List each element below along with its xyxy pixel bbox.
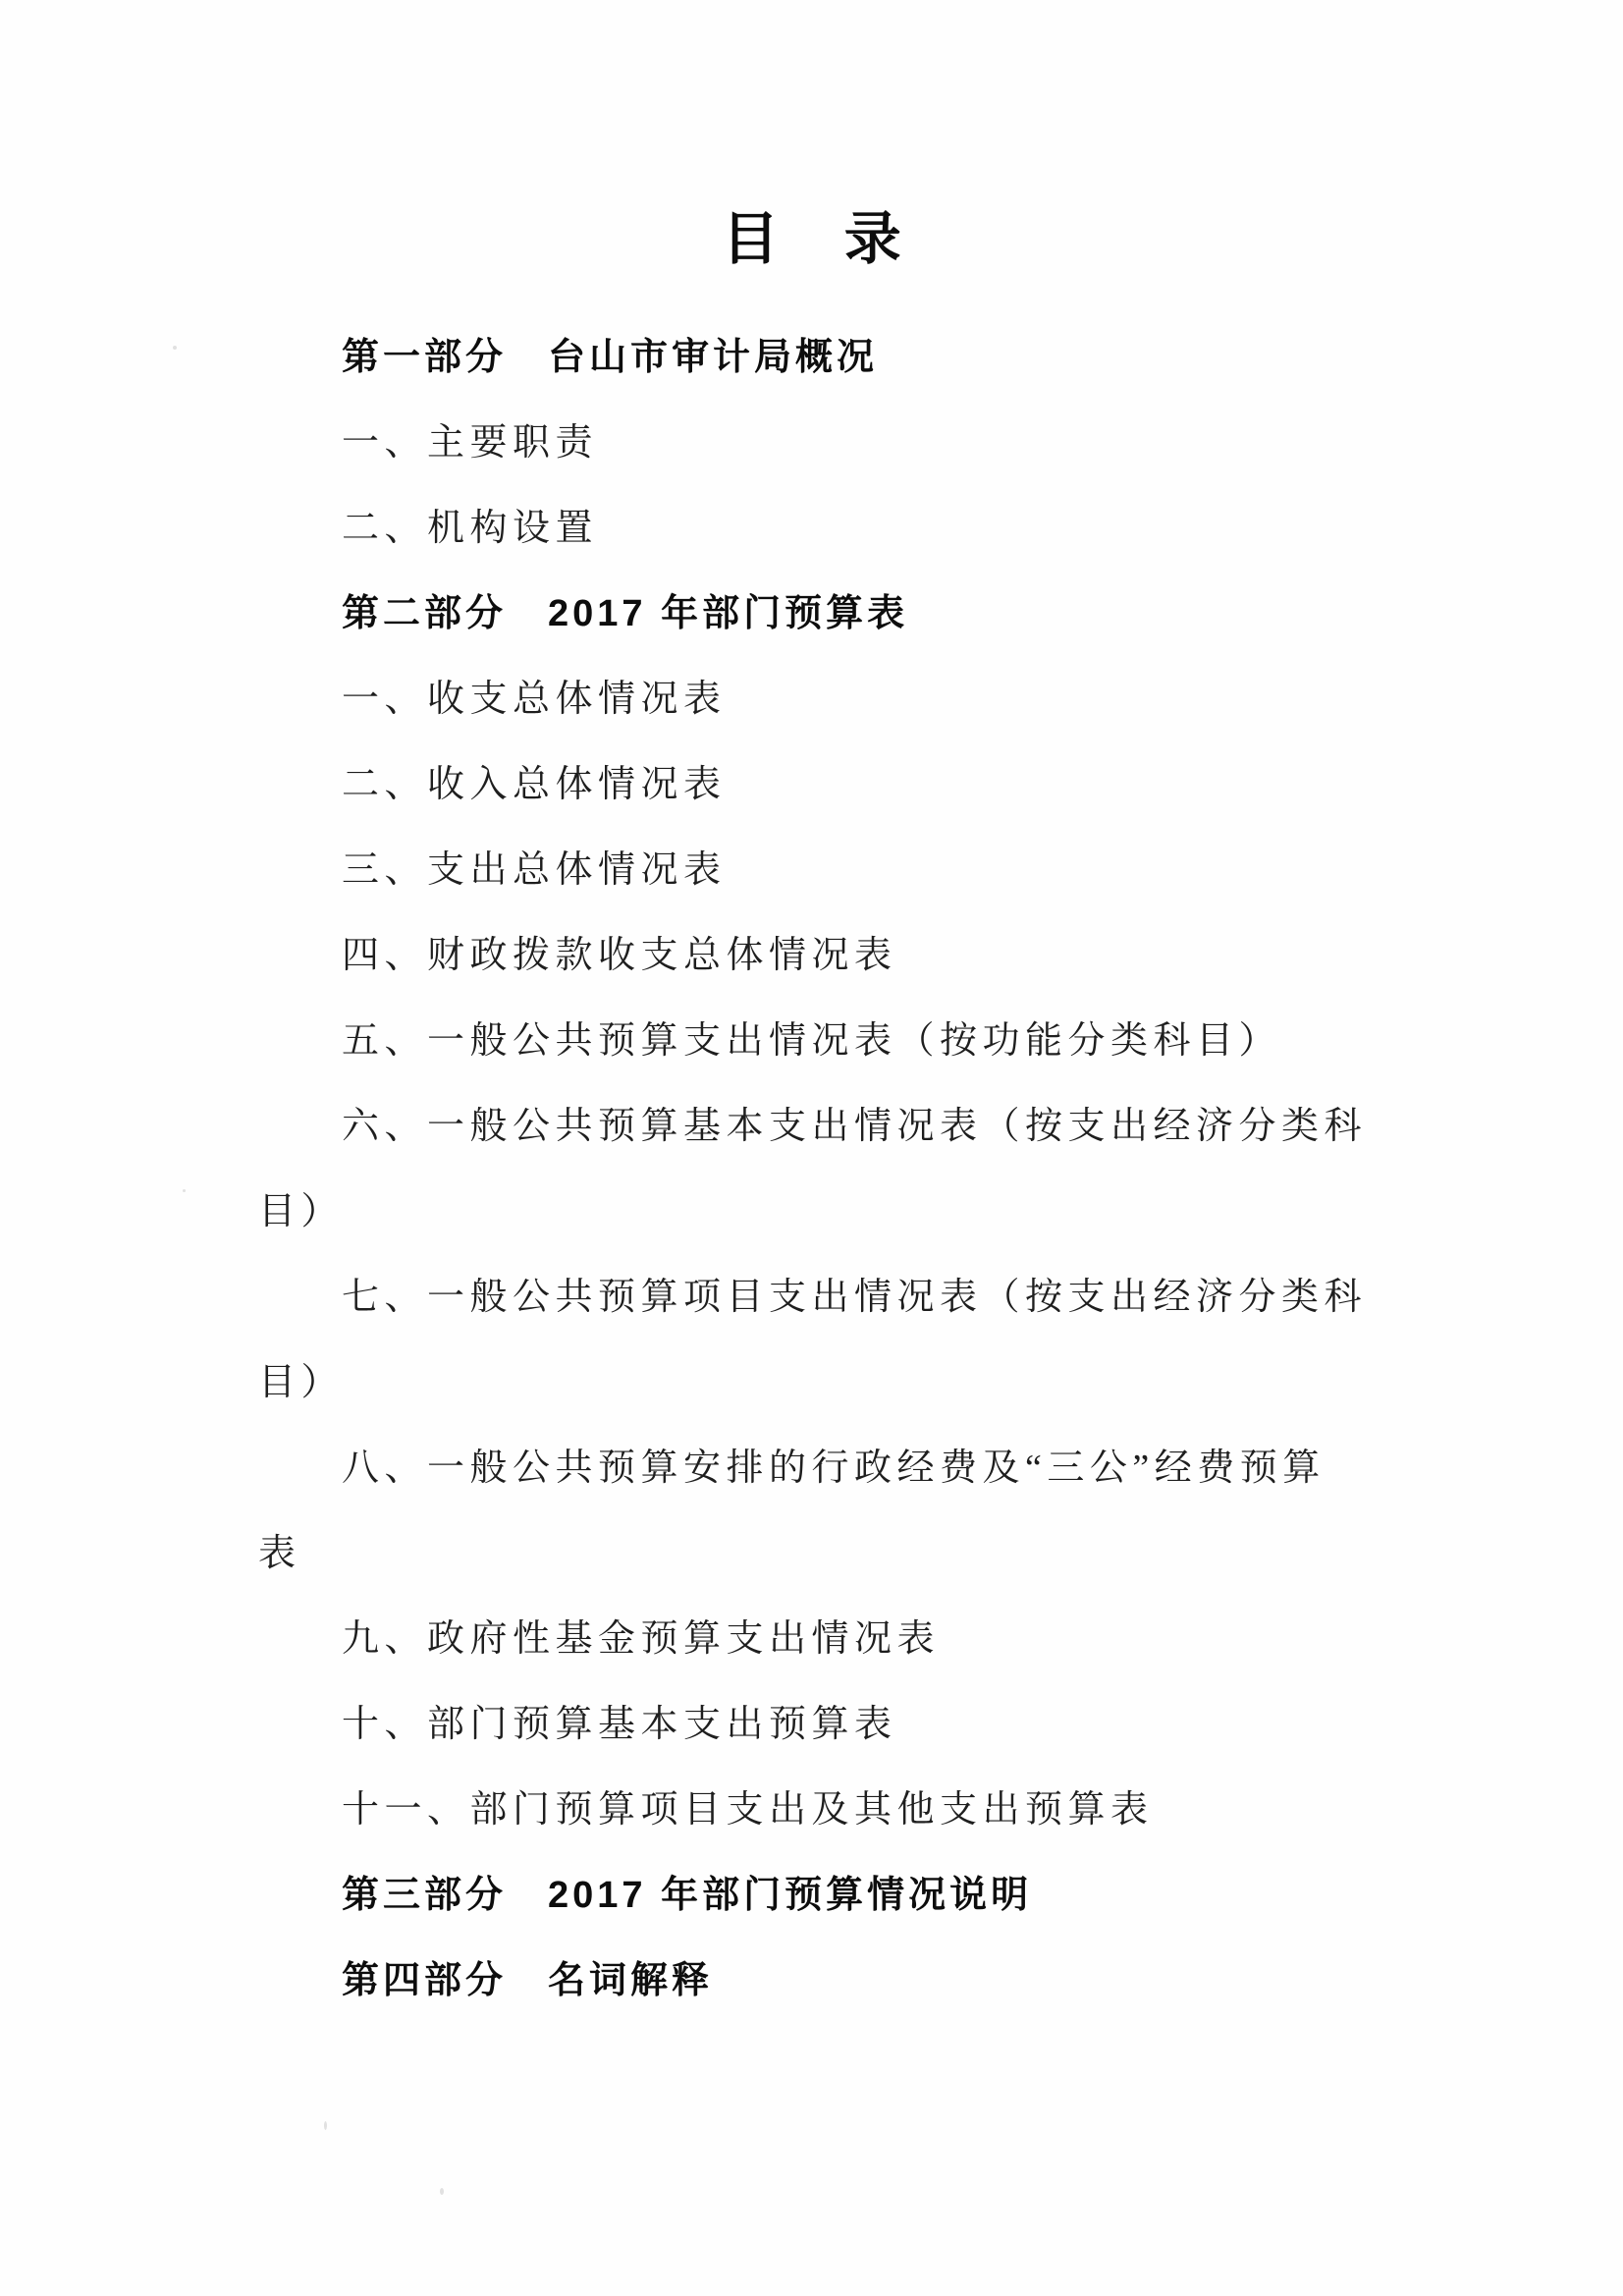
toc-entry-continuation: 目） (258, 1362, 345, 1403)
toc-entry: 一、收支总体情况表 (342, 679, 727, 720)
toc-entry: 一、主要职责 (342, 422, 599, 464)
toc-entry: 八、一般公共预算安排的行政经费及“三公”经费预算 (342, 1448, 1325, 1489)
toc-entry-part2: 第二部分 2017 年部门预算表 (342, 593, 909, 634)
toc-entry: 二、机构设置 (342, 508, 599, 549)
toc-entry: 十一、部门预算项目支出及其他支出预算表 (342, 1789, 1154, 1831)
toc-entry-continuation: 目） (258, 1191, 345, 1232)
toc-entry: 二、收入总体情况表 (342, 764, 727, 805)
toc-entry-continuation: 表 (258, 1533, 301, 1574)
toc-entry: 四、财政拨款收支总体情况表 (342, 935, 897, 976)
toc-entry: 九、政府性基金预算支出情况表 (342, 1618, 941, 1660)
toc-entry-part4: 第四部分 名词解释 (342, 1960, 714, 2001)
toc-list (258, 310, 1623, 2019)
scan-speckle (324, 2121, 327, 2130)
toc-entry: 五、一般公共预算支出情况表（按功能分类科目） (342, 1020, 1282, 1062)
toc-entry-part3: 第三部分 2017 年部门预算情况说明 (342, 1875, 1033, 1916)
toc-entry: 六、一般公共预算基本支出情况表（按支出经济分类科 (342, 1106, 1368, 1147)
toc-entry-part1: 第一部分 台山市审计局概况 (342, 337, 879, 378)
scan-speckle (183, 1189, 186, 1192)
scan-speckle (440, 2188, 444, 2195)
page-title: 目 录 (722, 207, 927, 271)
toc-entry: 十、部门预算基本支出预算表 (342, 1704, 897, 1745)
toc-entry: 七、一般公共预算项目支出情况表（按支出经济分类科 (342, 1277, 1368, 1318)
scan-speckle (173, 346, 177, 350)
toc-entry: 三、支出总体情况表 (342, 849, 727, 891)
